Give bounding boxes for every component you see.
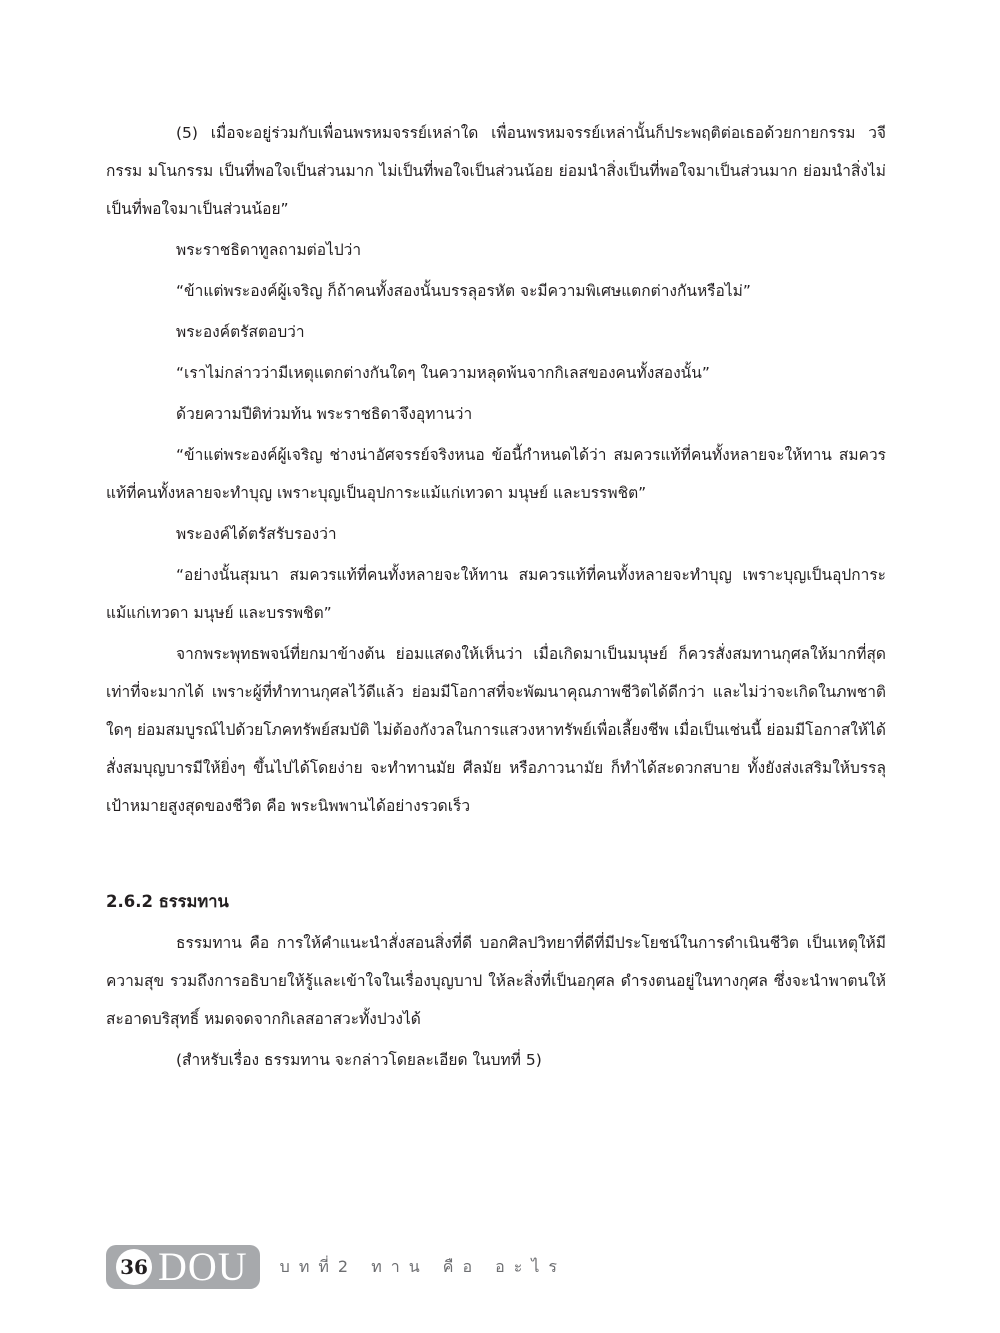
narration-line: ด้วยความปีติท่วมท้น พระราชธิดาจึงอุทานว่า [176, 405, 473, 423]
page-number: 36 [116, 1249, 152, 1285]
narration-line: พระองค์ได้ตรัสรับรองว่า [176, 525, 337, 543]
narration-line: พระองค์ตรัสตอบว่า [176, 323, 305, 341]
section-heading: 2.6.2 ธรรมทาน [106, 892, 229, 911]
paragraph-5: (5) เมื่อจะอยู่ร่วมกับเพื่อนพรหมจรรย์เหล่าใด เพื่อนพรหมจรรย์เหล่านั้นก็ประพฤติต่อเธอด้วยกายกรรม วจีกรรม มโนกรรม เป็นที่พอใจเป็นส่วนมาก ไม่เป็นที่พอใจเป็นส่วนน้อย ย่อมนำสิ่งเป็นที่พอใจมาเป็นส่วนมาก ย่อมนำสิ่งไม่เป็นที่พอใจมาเป็นส่วนน้อย” [106, 124, 886, 218]
page-footer [106, 1245, 566, 1289]
page-body [106, 114, 886, 1079]
explanation-paragraph: จากพระพุทธพจน์ที่ยกมาข้างต้น ย่อมแสดงให้เห็นว่า เมื่อเกิดมาเป็นมนุษย์ ก็ควรสั่งสมทานกุศลให้มากที่สุดเท่าที่จะมากได้ เพราะผู้ที่ทำทานกุศลไว้ดีแล้ว ย่อมมีโอกาสที่จะพัฒนาคุณภาพชีวิตได้ดีกว่า และไม่ว่าจะเกิดในภพชาติใดๆ ย่อมสมบูรณ์ไปด้วยโภคทรัพย์สมบัติ ไม่ต้องกังวลในการแสวงหาทรัพย์เพื่อเลี้ยงชีพ เมื่อเป็นเช่นนี้ ย่อมมีโอกาสให้ได้สั่งสมบุญบารมีให้ยิ่งๆ ขึ้นไปได้โดยง่าย จะทำทานมัย ศีลมัย หรือภาวนามัย ก็ทำได้สะดวกสบาย ทั้งยังส่งเสริมให้บรรลุเป้าหมายสูงสุดของชีวิต คือ พระนิพพานได้อย่างรวดเร็ว [106, 645, 886, 815]
narration-line: พระราชธิดาทูลถามต่อไปว่า [176, 241, 362, 259]
brand-logo: DOU [158, 1244, 248, 1289]
definition-paragraph: ธรรมทาน คือ การให้คำแนะนำสั่งสอนสิ่งที่ดี บอกศิลปวิทยาที่ดีที่มีประโยชน์ในการดำเนินชีวิต เป็นเหตุให้มีความสุข รวมถึงการอธิบายให้รู้และเข้าใจในเรื่องบุญบาป ให้ละสิ่งที่เป็นอกุศล ดำรงตนอยู่ในทางกุศล ซึ่งจะนำพาตนให้สะอาดบริสุทธิ์ หมดจดจากกิเลสอาสวะทั้งปวงได้ [106, 934, 886, 1028]
quote-paragraph: “ข้าแต่พระองค์ผู้เจริญ ช่างน่าอัศจรรย์จริงหนอ ข้อนี้กำหนดได้ว่า สมควรแท้ที่คนทั้งหลายจะให้ทาน สมควรแท้ที่คนทั้งหลายจะทำบุญ เพราะบุญเป็นอุปการะแม้แก่เทวดา มนุษย์ และบรรพชิต” [106, 446, 886, 502]
quote-line: “ข้าแต่พระองค์ผู้เจริญ ก็ถ้าคนทั้งสองนั้นบรรลุอรหัต จะมีความพิเศษแตกต่างกันหรือไม่” [176, 282, 751, 300]
quote-paragraph: “อย่างนั้นสุมนา สมควรแท้ที่คนทั้งหลายจะให้ทาน สมควรแท้ที่คนทั้งหลายจะทำบุญ เพราะบุญเป็นอุปการะแม้แก่เทวดา มนุษย์ และบรรพชิต” [106, 566, 886, 622]
quote-line: “เราไม่กล่าวว่ามีเหตุแตกต่างกันใดๆ ในความหลุดพ้นจากกิเลสของคนทั้งสองนั้น” [176, 364, 710, 382]
reference-note: (สำหรับเรื่อง ธรรมทาน จะกล่าวโดยละเอียด ในบทที่ 5) [176, 1051, 542, 1069]
footer-badge [106, 1245, 260, 1289]
chapter-label: บทที่2 ทาน คือ อะไร [279, 1256, 566, 1276]
